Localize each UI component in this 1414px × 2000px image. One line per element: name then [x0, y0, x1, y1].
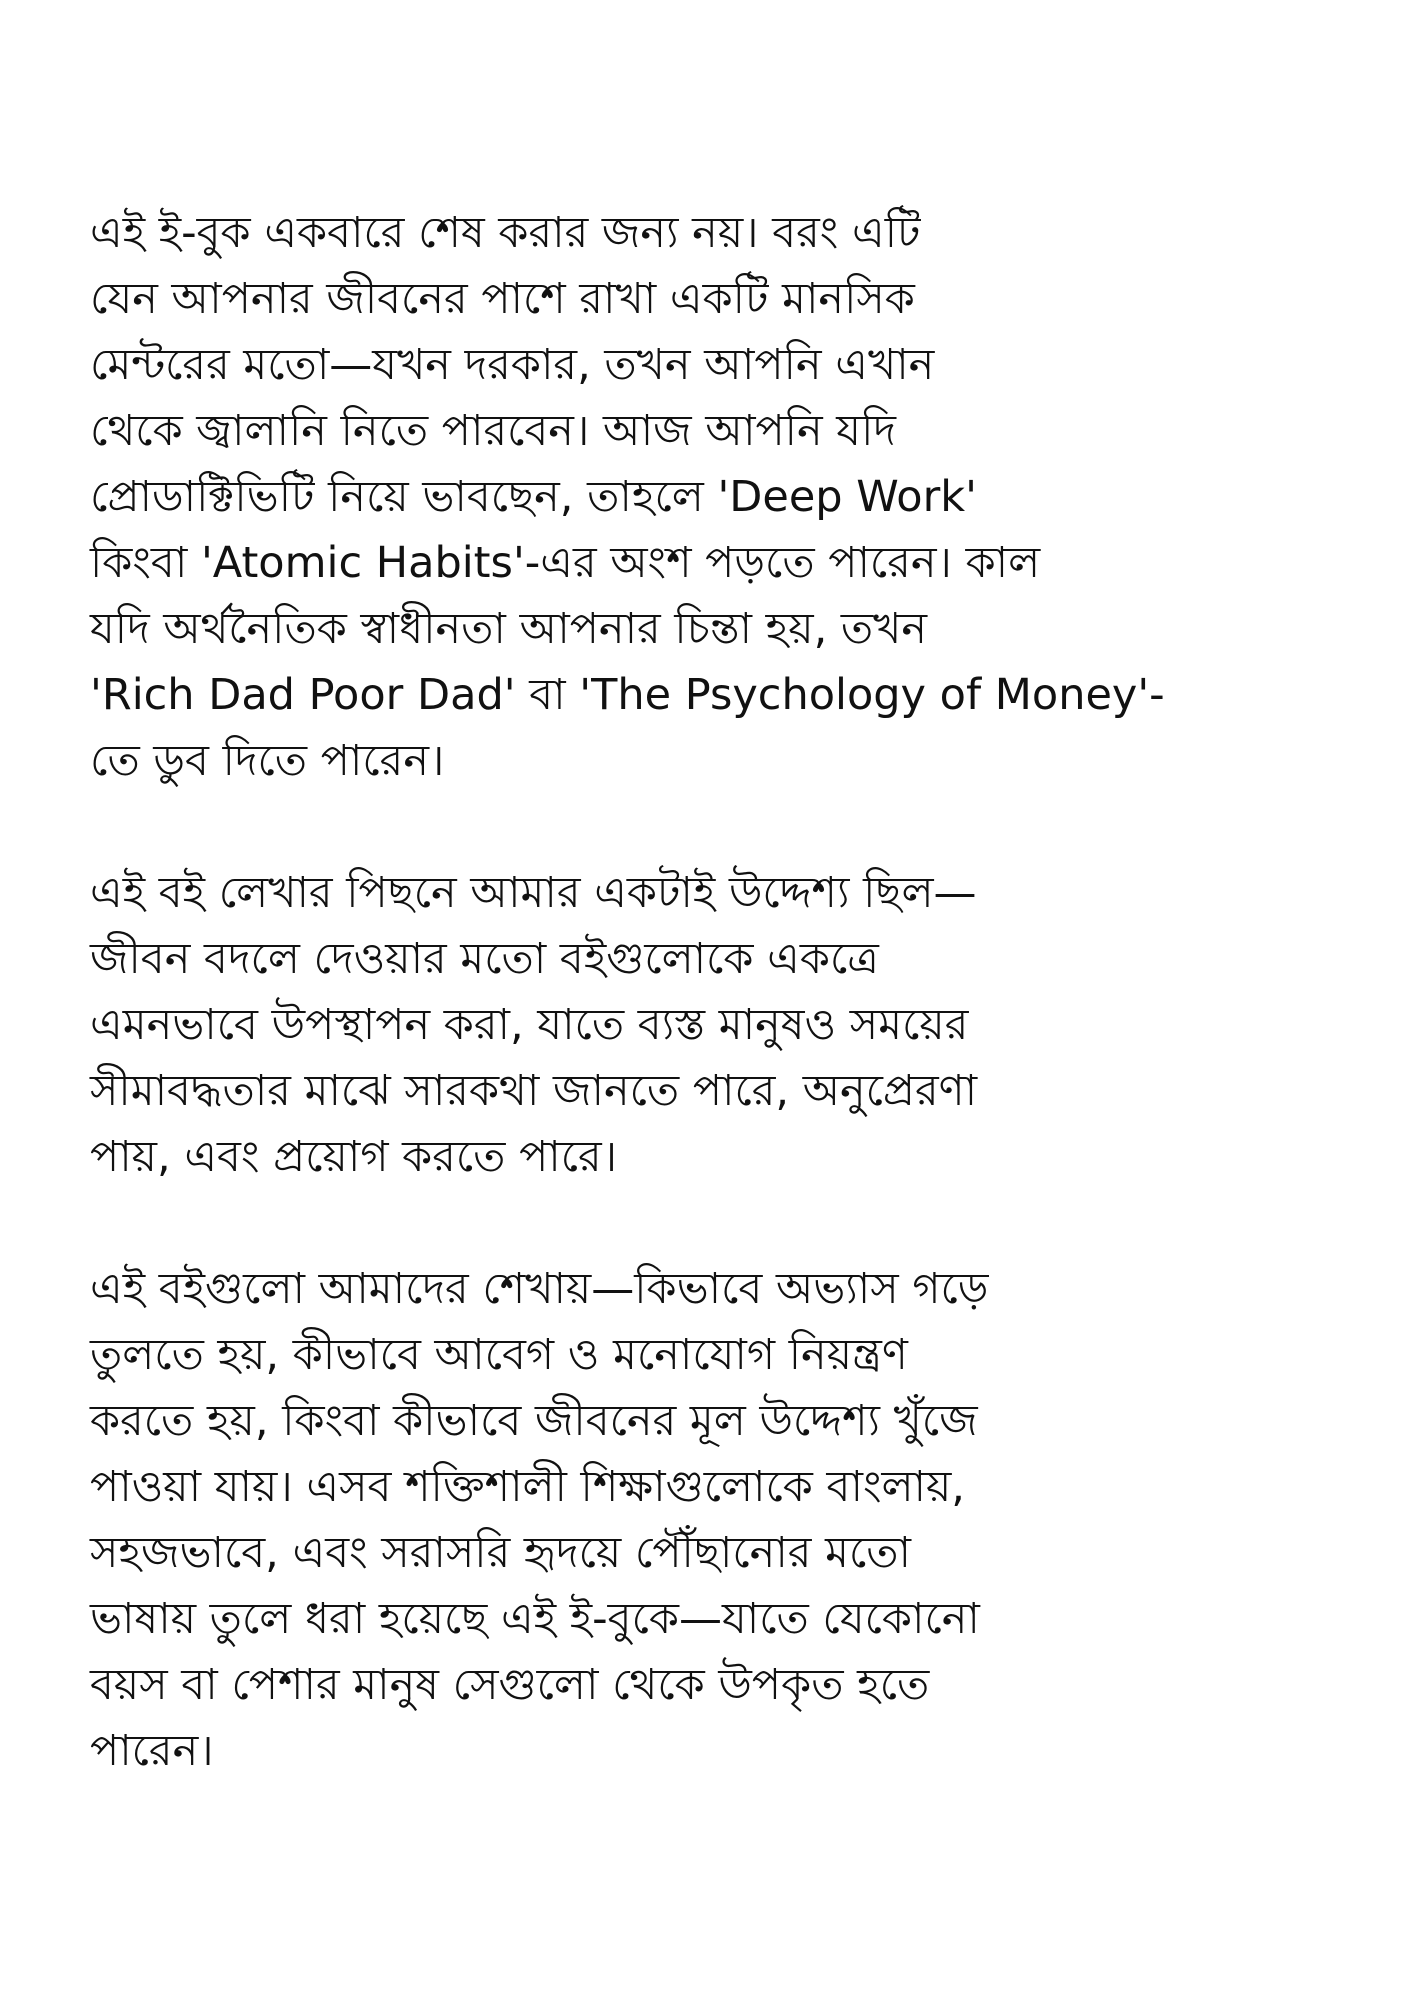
document-body	[90, 200, 1260, 1850]
paragraph-line: তে ডুব দিতে পারেন।	[90, 736, 445, 786]
paragraph-line: যদি অর্থনৈতিক স্বাধীনতা আপনার চিন্তা হয়, তখন	[90, 604, 928, 654]
paragraph-line: বয়স বা পেশার মানুষ সেগুলো থেকে উপকৃত হতে	[90, 1660, 930, 1710]
paragraph-1	[90, 200, 1260, 794]
paragraph-line: কিংবা 'Atomic Habits'-এর অংশ পড়তে পারেন। কাল	[90, 538, 1041, 588]
paragraph-line: এমনভাবে উপস্থাপন করা, যাতে ব্যস্ত মানুষও সময়ের	[90, 1000, 969, 1050]
paragraph-line: এই বই লেখার পিছনে আমার একটাই উদ্দেশ্য ছিল—	[90, 868, 977, 918]
paragraph-2	[90, 860, 1260, 1190]
paragraph-line: সহজভাবে, এবং সরাসরি হৃদয়ে পৌঁছানোর মতো	[90, 1528, 912, 1578]
paragraph-line: এই বইগুলো আমাদের শেখায়—কিভাবে অভ্যাস গড়ে	[90, 1264, 989, 1314]
paragraph-line: জীবন বদলে দেওয়ার মতো বইগুলোকে একত্রে	[90, 934, 879, 984]
paragraph-line: প্রোডাক্টিভিটি নিয়ে ভাবছেন, তাহলে 'Deep Work'	[90, 472, 977, 522]
paragraph-line: মেন্টরের মতো—যখন দরকার, তখন আপনি এখান	[90, 340, 935, 390]
paragraph-3	[90, 1256, 1260, 1784]
paragraph-line: ভাষায় তুলে ধরা হয়েছে এই ই-বুকে—যাতে যেকোনো	[90, 1594, 980, 1644]
paragraph-line: সীমাবদ্ধতার মাঝে সারকথা জানতে পারে, অনুপ্রেরণা	[90, 1066, 978, 1116]
paragraph-line: পারেন।	[90, 1726, 214, 1776]
paragraph-line: পাওয়া যায়। এসব শক্তিশালী শিক্ষাগুলোকে বাংলায়,	[90, 1462, 965, 1512]
paragraph-line: তুলতে হয়, কীভাবে আবেগ ও মনোযোগ নিয়ন্ত্রণ	[90, 1330, 908, 1380]
paragraph-line: যেন আপনার জীবনের পাশে রাখা একটি মানসিক	[90, 274, 915, 324]
paragraph-line: থেকে জ্বালানি নিতে পারবেন। আজ আপনি যদি	[90, 406, 896, 456]
paragraph-line: 'Rich Dad Poor Dad' বা 'The Psychology of Money'-	[90, 670, 1165, 720]
paragraph-line: এই ই-বুক একবারে শেষ করার জন্য নয়। বরং এটি	[90, 208, 921, 258]
paragraph-line: পায়, এবং প্রয়োগ করতে পারে।	[90, 1132, 618, 1182]
paragraph-line: করতে হয়, কিংবা কীভাবে জীবনের মূল উদ্দেশ্য খুঁজে	[90, 1396, 978, 1446]
